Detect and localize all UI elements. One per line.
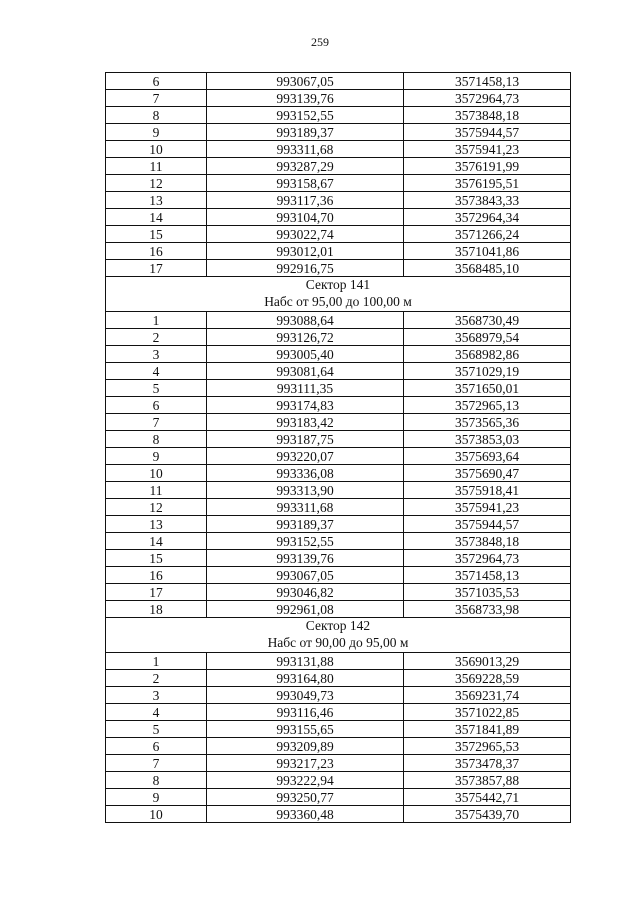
- sector-header-row: [106, 277, 571, 312]
- point-number-cell: 8: [106, 431, 207, 448]
- table-row: [106, 209, 571, 226]
- y-coordinate-cell: 3568730,49: [404, 312, 571, 329]
- point-number-cell: 3: [106, 346, 207, 363]
- x-coordinate-cell: 993022,74: [207, 226, 404, 243]
- point-number-cell: 16: [106, 243, 207, 260]
- x-coordinate-cell: 993111,35: [207, 380, 404, 397]
- y-coordinate-cell: 3576195,51: [404, 175, 571, 192]
- x-coordinate-cell: 993116,46: [207, 704, 404, 721]
- table-row: [106, 312, 571, 329]
- x-coordinate-cell: 993139,76: [207, 90, 404, 107]
- y-coordinate-cell: 3571022,85: [404, 704, 571, 721]
- x-coordinate-cell: 993311,68: [207, 141, 404, 158]
- point-number-cell: 12: [106, 499, 207, 516]
- sector-subtitle: Набс от 90,00 до 95,00 м: [267, 635, 409, 650]
- x-coordinate-cell: 993012,01: [207, 243, 404, 260]
- x-coordinate-cell: 993187,75: [207, 431, 404, 448]
- x-coordinate-cell: 993081,64: [207, 363, 404, 380]
- table-row: [106, 653, 571, 670]
- x-coordinate-cell: 993311,68: [207, 499, 404, 516]
- x-coordinate-cell: 993152,55: [207, 533, 404, 550]
- x-coordinate-cell: 993131,88: [207, 653, 404, 670]
- sector-header: [106, 618, 571, 653]
- point-number-cell: 10: [106, 465, 207, 482]
- sector-title: Сектор 142: [305, 618, 371, 633]
- table-row: [106, 670, 571, 687]
- point-number-cell: 8: [106, 772, 207, 789]
- table-row: [106, 789, 571, 806]
- table-row: [106, 755, 571, 772]
- y-coordinate-cell: 3571650,01: [404, 380, 571, 397]
- point-number-cell: 5: [106, 721, 207, 738]
- x-coordinate-cell: 993158,67: [207, 175, 404, 192]
- y-coordinate-cell: 3573853,03: [404, 431, 571, 448]
- x-coordinate-cell: 993005,40: [207, 346, 404, 363]
- x-coordinate-cell: 993360,48: [207, 806, 404, 823]
- x-coordinate-cell: 993189,37: [207, 124, 404, 141]
- table-row: [106, 107, 571, 124]
- point-number-cell: 2: [106, 670, 207, 687]
- x-coordinate-cell: 992961,08: [207, 601, 404, 618]
- point-number-cell: 1: [106, 653, 207, 670]
- table-row: [106, 738, 571, 755]
- table-row: [106, 516, 571, 533]
- x-coordinate-cell: 993189,37: [207, 516, 404, 533]
- y-coordinate-cell: 3573848,18: [404, 107, 571, 124]
- y-coordinate-cell: 3569228,59: [404, 670, 571, 687]
- table-row: [106, 533, 571, 550]
- x-coordinate-cell: 993046,82: [207, 584, 404, 601]
- y-coordinate-cell: 3571041,86: [404, 243, 571, 260]
- y-coordinate-cell: 3572964,73: [404, 550, 571, 567]
- y-coordinate-cell: 3575442,71: [404, 789, 571, 806]
- table-row: [106, 772, 571, 789]
- point-number-cell: 15: [106, 226, 207, 243]
- point-number-cell: 11: [106, 158, 207, 175]
- y-coordinate-cell: 3571029,19: [404, 363, 571, 380]
- x-coordinate-cell: 992916,75: [207, 260, 404, 277]
- point-number-cell: 4: [106, 363, 207, 380]
- table-row: [106, 226, 571, 243]
- x-coordinate-cell: 993222,94: [207, 772, 404, 789]
- point-number-cell: 3: [106, 687, 207, 704]
- point-number-cell: 4: [106, 704, 207, 721]
- point-number-cell: 2: [106, 329, 207, 346]
- x-coordinate-cell: 993049,73: [207, 687, 404, 704]
- y-coordinate-cell: 3568979,54: [404, 329, 571, 346]
- y-coordinate-cell: 3568733,98: [404, 601, 571, 618]
- point-number-cell: 16: [106, 567, 207, 584]
- table-row: [106, 567, 571, 584]
- table-row: [106, 482, 571, 499]
- sector-header-row: [106, 618, 571, 653]
- table-row: [106, 601, 571, 618]
- sector-header: [106, 277, 571, 312]
- table-row: [106, 448, 571, 465]
- coordinates-table: [105, 72, 571, 823]
- table-row: [106, 124, 571, 141]
- table-row: [106, 90, 571, 107]
- y-coordinate-cell: 3575944,57: [404, 516, 571, 533]
- x-coordinate-cell: 993174,83: [207, 397, 404, 414]
- table-row: [106, 73, 571, 90]
- point-number-cell: 13: [106, 516, 207, 533]
- table-row: [106, 704, 571, 721]
- y-coordinate-cell: 3572964,73: [404, 90, 571, 107]
- x-coordinate-cell: 993209,89: [207, 738, 404, 755]
- table-row: [106, 141, 571, 158]
- x-coordinate-cell: 993117,36: [207, 192, 404, 209]
- x-coordinate-cell: 993217,23: [207, 755, 404, 772]
- point-number-cell: 9: [106, 448, 207, 465]
- table-row: [106, 397, 571, 414]
- table-row: [106, 806, 571, 823]
- point-number-cell: 7: [106, 414, 207, 431]
- x-coordinate-cell: 993164,80: [207, 670, 404, 687]
- x-coordinate-cell: 993126,72: [207, 329, 404, 346]
- table-row: [106, 243, 571, 260]
- point-number-cell: 18: [106, 601, 207, 618]
- x-coordinate-cell: 993088,64: [207, 312, 404, 329]
- y-coordinate-cell: 3575693,64: [404, 448, 571, 465]
- table-row: [106, 687, 571, 704]
- y-coordinate-cell: 3575439,70: [404, 806, 571, 823]
- y-coordinate-cell: 3568982,86: [404, 346, 571, 363]
- y-coordinate-cell: 3569013,29: [404, 653, 571, 670]
- point-number-cell: 6: [106, 397, 207, 414]
- point-number-cell: 1: [106, 312, 207, 329]
- page-number: 259: [311, 35, 329, 49]
- point-number-cell: 13: [106, 192, 207, 209]
- table-row: [106, 550, 571, 567]
- y-coordinate-cell: 3571458,13: [404, 73, 571, 90]
- point-number-cell: 7: [106, 90, 207, 107]
- table-row: [106, 175, 571, 192]
- y-coordinate-cell: 3573843,33: [404, 192, 571, 209]
- y-coordinate-cell: 3573478,37: [404, 755, 571, 772]
- y-coordinate-cell: 3571841,89: [404, 721, 571, 738]
- table-row: [106, 414, 571, 431]
- table-row: [106, 431, 571, 448]
- point-number-cell: 7: [106, 755, 207, 772]
- point-number-cell: 17: [106, 260, 207, 277]
- point-number-cell: 8: [106, 107, 207, 124]
- point-number-cell: 17: [106, 584, 207, 601]
- x-coordinate-cell: 993336,08: [207, 465, 404, 482]
- y-coordinate-cell: 3572965,53: [404, 738, 571, 755]
- y-coordinate-cell: 3575918,41: [404, 482, 571, 499]
- x-coordinate-cell: 993139,76: [207, 550, 404, 567]
- x-coordinate-cell: 993313,90: [207, 482, 404, 499]
- table-row: [106, 158, 571, 175]
- sector-subtitle: Набс от 95,00 до 100,00 м: [264, 294, 412, 309]
- point-number-cell: 12: [106, 175, 207, 192]
- x-coordinate-cell: 993220,07: [207, 448, 404, 465]
- table-row: [106, 465, 571, 482]
- x-coordinate-cell: 993287,29: [207, 158, 404, 175]
- point-number-cell: 6: [106, 738, 207, 755]
- point-number-cell: 10: [106, 141, 207, 158]
- y-coordinate-cell: 3576191,99: [404, 158, 571, 175]
- point-number-cell: 15: [106, 550, 207, 567]
- point-number-cell: 10: [106, 806, 207, 823]
- table-row: [106, 346, 571, 363]
- y-coordinate-cell: 3573857,88: [404, 772, 571, 789]
- coordinates-table-body: [106, 73, 571, 823]
- x-coordinate-cell: 993152,55: [207, 107, 404, 124]
- y-coordinate-cell: 3569231,74: [404, 687, 571, 704]
- x-coordinate-cell: 993155,65: [207, 721, 404, 738]
- table-row: [106, 584, 571, 601]
- point-number-cell: 6: [106, 73, 207, 90]
- table-row: [106, 363, 571, 380]
- y-coordinate-cell: 3573565,36: [404, 414, 571, 431]
- point-number-cell: 14: [106, 533, 207, 550]
- y-coordinate-cell: 3575944,57: [404, 124, 571, 141]
- x-coordinate-cell: 993183,42: [207, 414, 404, 431]
- x-coordinate-cell: 993067,05: [207, 73, 404, 90]
- point-number-cell: 9: [106, 789, 207, 806]
- table-row: [106, 192, 571, 209]
- x-coordinate-cell: 993104,70: [207, 209, 404, 226]
- table-row: [106, 499, 571, 516]
- table-row: [106, 329, 571, 346]
- y-coordinate-cell: 3571035,53: [404, 584, 571, 601]
- y-coordinate-cell: 3571266,24: [404, 226, 571, 243]
- sector-title: Сектор 141: [305, 277, 371, 292]
- y-coordinate-cell: 3572964,34: [404, 209, 571, 226]
- y-coordinate-cell: 3571458,13: [404, 567, 571, 584]
- y-coordinate-cell: 3573848,18: [404, 533, 571, 550]
- y-coordinate-cell: 3568485,10: [404, 260, 571, 277]
- y-coordinate-cell: 3572965,13: [404, 397, 571, 414]
- point-number-cell: 9: [106, 124, 207, 141]
- y-coordinate-cell: 3575690,47: [404, 465, 571, 482]
- table-row: [106, 721, 571, 738]
- y-coordinate-cell: 3575941,23: [404, 499, 571, 516]
- table-row: [106, 380, 571, 397]
- x-coordinate-cell: 993250,77: [207, 789, 404, 806]
- x-coordinate-cell: 993067,05: [207, 567, 404, 584]
- table-row: [106, 260, 571, 277]
- y-coordinate-cell: 3575941,23: [404, 141, 571, 158]
- point-number-cell: 5: [106, 380, 207, 397]
- point-number-cell: 11: [106, 482, 207, 499]
- point-number-cell: 14: [106, 209, 207, 226]
